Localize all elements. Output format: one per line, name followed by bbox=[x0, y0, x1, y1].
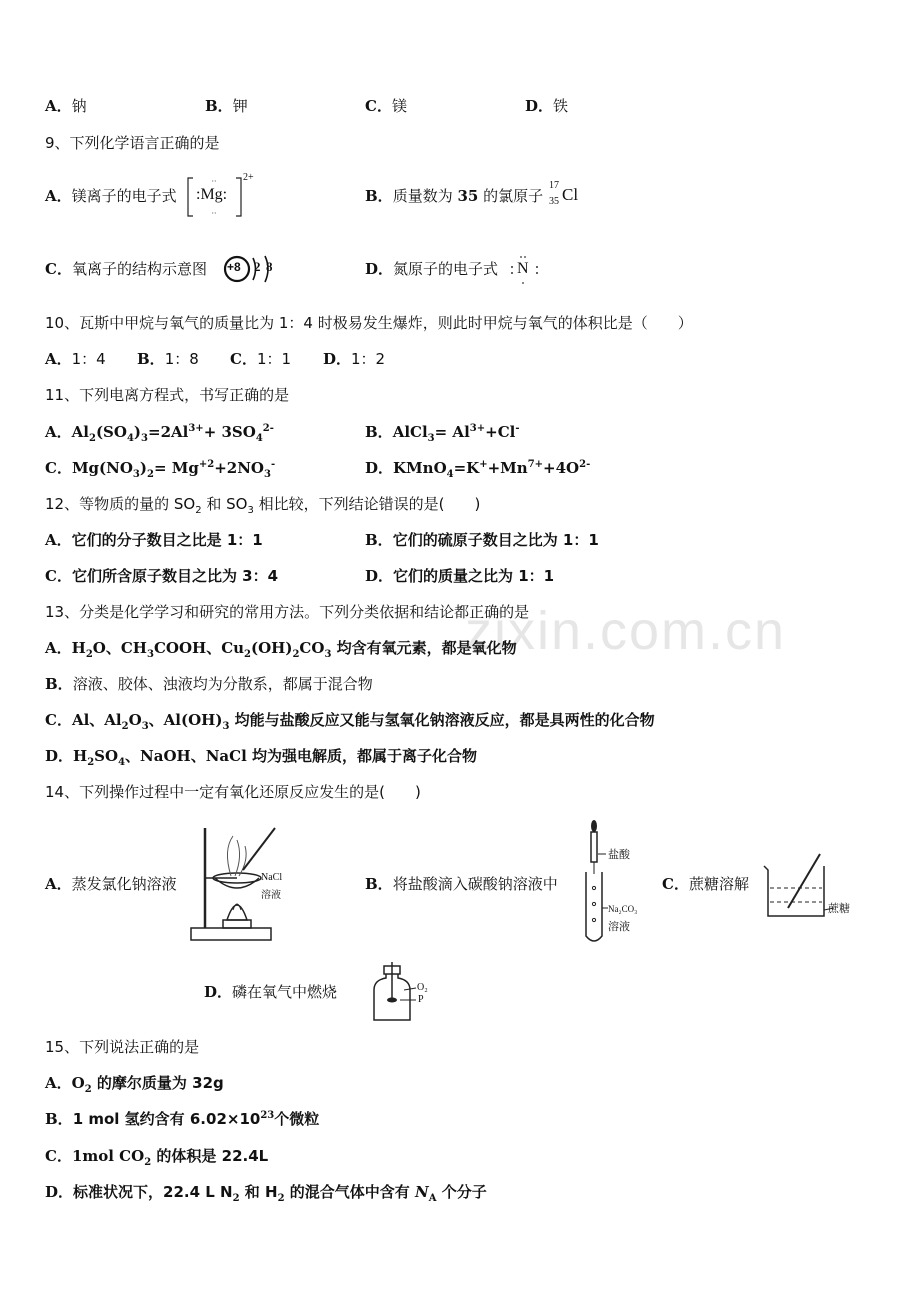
q11-option-c[interactable]: C．$Mg(NO_3)_2= Mg^{+2}+2NO_3^-$ bbox=[45, 459, 276, 480]
q8-option-b[interactable] bbox=[205, 96, 248, 116]
q12-option-d[interactable] bbox=[365, 566, 554, 586]
evaporation-apparatus-figure bbox=[183, 820, 293, 946]
q12-stem-mid: 和 SO bbox=[206, 495, 248, 513]
mg-ion-electron-formula bbox=[186, 172, 256, 219]
n-symbol: N bbox=[517, 260, 529, 277]
option-text: 它们所含原子数目之比为 3：4 bbox=[71, 567, 279, 585]
option-label: A． bbox=[45, 875, 72, 893]
atomic-number: 17 bbox=[549, 180, 559, 191]
sucrose-label: 蔗糖 bbox=[828, 902, 850, 915]
dropper-testtube-figure bbox=[580, 816, 650, 948]
q15-stem: 15、下列说法正确的是 bbox=[45, 1038, 200, 1056]
option-label: C． bbox=[45, 260, 72, 278]
option-text-tail: 均能与盐酸反应又能与氢氧化钠溶液反应，都是具两性的化合物 bbox=[234, 711, 655, 729]
q13-stem: 13、分类是化学学习和研究的常用方法。下列分类依据和结论都正确的是 bbox=[45, 603, 530, 621]
option-text: 氮原子的电子式 bbox=[393, 260, 499, 278]
evaporating-dish-icon bbox=[183, 820, 293, 946]
q15-option-d[interactable]: D．标准状况下，22.4 L $N_2$ 和 $H_2$ 的混合气体中含有 $N_A$ 个分子 bbox=[45, 1183, 487, 1204]
mass-number-sub: 35 bbox=[549, 196, 559, 207]
option-text: 镁离子的电子式 bbox=[71, 187, 177, 205]
option-label: D． bbox=[365, 260, 394, 278]
option-text: 1：2 bbox=[351, 350, 386, 368]
option-text-tail: 的氯原子 bbox=[483, 187, 544, 205]
q10-stem: 10、瓦斯中甲烷与氧气的质量比为 1：4 时极易发生爆炸，则此时甲烷与氧气的体积比是（ ） bbox=[45, 314, 693, 332]
option-text-tail: 均为强电解质，都属于离子化合物 bbox=[252, 747, 478, 765]
p-label: P bbox=[418, 994, 424, 1005]
exponent: 23 bbox=[260, 1110, 275, 1121]
cl-symbol: Cl bbox=[562, 185, 579, 204]
gas-bottle-icon bbox=[370, 960, 440, 1024]
option-label: B． bbox=[365, 423, 393, 441]
option-label: A． bbox=[45, 1074, 72, 1092]
option-label: A． bbox=[45, 639, 72, 657]
option-text: 蔗糖溶解 bbox=[688, 875, 749, 893]
option-text: 1 mol 氢约含有 6.02×10 bbox=[72, 1110, 261, 1128]
option-text: 铁 bbox=[553, 97, 569, 115]
option-label: C． bbox=[45, 459, 72, 477]
option-text: 镁 bbox=[391, 97, 407, 115]
option-text: 它们的分子数目之比是 1：1 bbox=[71, 531, 263, 549]
q15-option-a[interactable]: A．$O_2$ 的摩尔质量为 32g bbox=[45, 1074, 224, 1095]
option-text: 钠 bbox=[71, 97, 87, 115]
option-text: 1：1 bbox=[256, 350, 292, 368]
option-text: 钾 bbox=[232, 97, 248, 115]
option-label: A． bbox=[45, 187, 72, 205]
option-label: B． bbox=[365, 875, 393, 893]
cl-nuclide-symbol bbox=[549, 180, 589, 210]
option-label: D． bbox=[323, 350, 352, 368]
option-text-tail: 个微粒 bbox=[274, 1110, 320, 1128]
option-label: B． bbox=[45, 675, 73, 693]
q9-option-d[interactable] bbox=[365, 259, 498, 279]
q10-option-d[interactable] bbox=[323, 349, 385, 369]
watermark: zixin.com.cn bbox=[465, 601, 787, 661]
mg-charge: 2+ bbox=[243, 172, 254, 183]
q8-option-a[interactable] bbox=[45, 96, 87, 116]
beaker-dissolving-figure bbox=[760, 852, 860, 922]
q10-option-c[interactable] bbox=[230, 349, 291, 369]
q12-stem-pre: 12、等物质的量的 SO bbox=[45, 495, 196, 513]
mass-number: 35 bbox=[457, 187, 479, 205]
q10-option-b[interactable] bbox=[137, 349, 199, 369]
svg-text:··: ·· bbox=[211, 209, 217, 218]
q15-option-b[interactable] bbox=[45, 1109, 319, 1129]
option-text: 它们的质量之比为 1：1 bbox=[393, 567, 555, 585]
option-label: C． bbox=[45, 711, 72, 729]
q13-option-d[interactable]: D．$H_2SO_4$、NaOH、NaCl 均为强电解质，都属于离子化合物 bbox=[45, 747, 478, 768]
option-text: 蒸发氯化钠溶液 bbox=[71, 875, 177, 893]
option-text: 的摩尔质量为 32g bbox=[96, 1074, 224, 1092]
option-text-mid: 和 H bbox=[244, 1183, 278, 1201]
q9-option-c[interactable] bbox=[45, 259, 207, 279]
nucleus-charge: +8 bbox=[227, 260, 241, 274]
option-text: 质量数为 bbox=[392, 187, 453, 205]
q13-option-b[interactable] bbox=[45, 674, 373, 694]
option-text-tail: 个分子 bbox=[441, 1183, 487, 1201]
q14-option-b[interactable] bbox=[365, 874, 558, 894]
q14-option-d[interactable] bbox=[204, 982, 337, 1002]
solution-label: 溶液 bbox=[608, 920, 630, 933]
option-text: 磷在氧气中燃烧 bbox=[232, 983, 338, 1001]
q9-option-a[interactable] bbox=[45, 186, 177, 206]
q11-stem: 11、下列电离方程式，书写正确的是 bbox=[45, 386, 290, 404]
option-label: D． bbox=[525, 97, 554, 115]
q13-option-a[interactable]: A．$H_2O$、$CH_3COOH$、$Cu_2(OH)_2CO_3$ 均含有氧元素，都是氧化物 bbox=[45, 639, 517, 660]
q8-option-c[interactable] bbox=[365, 96, 407, 116]
option-label: C． bbox=[662, 875, 689, 893]
hcl-label: 盐酸 bbox=[608, 848, 630, 861]
option-label: A． bbox=[45, 423, 72, 441]
option-text: 的体积是 22.4L bbox=[156, 1147, 269, 1165]
q9-option-b[interactable] bbox=[365, 186, 543, 206]
option-label: C． bbox=[45, 567, 72, 585]
q12-stem: 12、等物质的量的 $SO_2$ 和 $SO_3$ 相比较，下列结论错误的是( ) bbox=[45, 495, 481, 516]
option-label: D． bbox=[45, 1183, 74, 1201]
option-label: B． bbox=[365, 187, 393, 205]
option-text: 它们的硫原子数目之比为 1：1 bbox=[392, 531, 599, 549]
option-label: C． bbox=[230, 350, 257, 368]
option-label: D． bbox=[204, 983, 233, 1001]
shell-2-count: 8 bbox=[266, 259, 273, 274]
q12-option-c[interactable] bbox=[45, 566, 278, 586]
option-text-post: 的混合气体中含有 bbox=[289, 1183, 410, 1201]
option-text: 1：4 bbox=[71, 350, 106, 368]
option-label: A． bbox=[45, 350, 72, 368]
q15-option-c[interactable]: C．1mol $CO_2$ 的体积是 22.4L bbox=[45, 1147, 269, 1168]
oxygen-ion-structure-diagram bbox=[222, 252, 278, 286]
q12-stem-post: 相比较，下列结论错误的是( ) bbox=[258, 495, 481, 513]
q13-option-c[interactable]: C．Al、$Al_2O_3$、$Al(OH)_3$ 均能与盐酸反应又能与氢氧化钠溶液反应，都是具两性的化合物 bbox=[45, 711, 655, 732]
option-label: D． bbox=[365, 567, 394, 585]
option-text: 将盐酸滴入碳酸钠溶液中 bbox=[392, 875, 558, 893]
q9-stem: 9、下列化学语言正确的是 bbox=[45, 134, 220, 152]
q11-option-d[interactable]: D．$KMnO_4=K^++Mn^{7+}+4O^{2-}$ bbox=[365, 459, 591, 480]
q12-option-a[interactable] bbox=[45, 530, 263, 550]
option-label: D． bbox=[365, 459, 394, 477]
solution-label: 溶液 bbox=[261, 890, 281, 901]
phosphorus-combustion-figure bbox=[370, 960, 440, 1024]
q10-option-a[interactable] bbox=[45, 349, 106, 369]
q11-option-b[interactable]: B．AlCl$_3$= $Al^{3+}+Cl^-$ bbox=[365, 423, 520, 444]
option-label: B． bbox=[137, 350, 165, 368]
option-label: B． bbox=[365, 531, 393, 549]
na2co3-label: Na₂CO₃ bbox=[608, 904, 638, 914]
nacl-label: NaCl bbox=[261, 872, 283, 883]
option-label: B． bbox=[45, 1110, 73, 1128]
mg-formula: :Mg: bbox=[196, 186, 228, 203]
q8-option-d[interactable] bbox=[525, 96, 568, 116]
n-atom-electron-formula bbox=[508, 252, 544, 286]
option-label: D． bbox=[45, 747, 74, 765]
q14-stem: 14、下列操作过程中一定有氧化还原反应发生的是( ) bbox=[45, 783, 421, 801]
option-label: C． bbox=[45, 1147, 72, 1165]
avogadro-symbol: N bbox=[415, 1183, 429, 1201]
q14-option-a[interactable] bbox=[45, 874, 177, 894]
q12-option-b[interactable] bbox=[365, 530, 599, 550]
shell-1-count: 2 bbox=[254, 259, 261, 274]
option-label: A． bbox=[45, 97, 72, 115]
q11-option-a[interactable]: A．$Al_2(SO_4)_3=2Al^{3+}+ 3SO_4^{2-}$ bbox=[45, 423, 274, 444]
option-label: B． bbox=[205, 97, 233, 115]
option-label: C． bbox=[365, 97, 392, 115]
option-text: 氧离子的结构示意图 bbox=[71, 260, 207, 278]
option-text-tail: 均含有氧元素，都是氧化物 bbox=[336, 639, 517, 657]
option-text: 溶液、胶体、浊液均为分散系，都属于混合物 bbox=[72, 675, 373, 693]
o2-label: O₂ bbox=[417, 982, 428, 993]
option-text: 标准状况下，22.4 L N bbox=[73, 1183, 233, 1201]
q14-option-c[interactable] bbox=[662, 874, 749, 894]
option-label: A． bbox=[45, 531, 72, 549]
svg-text:··: ·· bbox=[211, 177, 217, 186]
option-text: 1：8 bbox=[164, 350, 199, 368]
